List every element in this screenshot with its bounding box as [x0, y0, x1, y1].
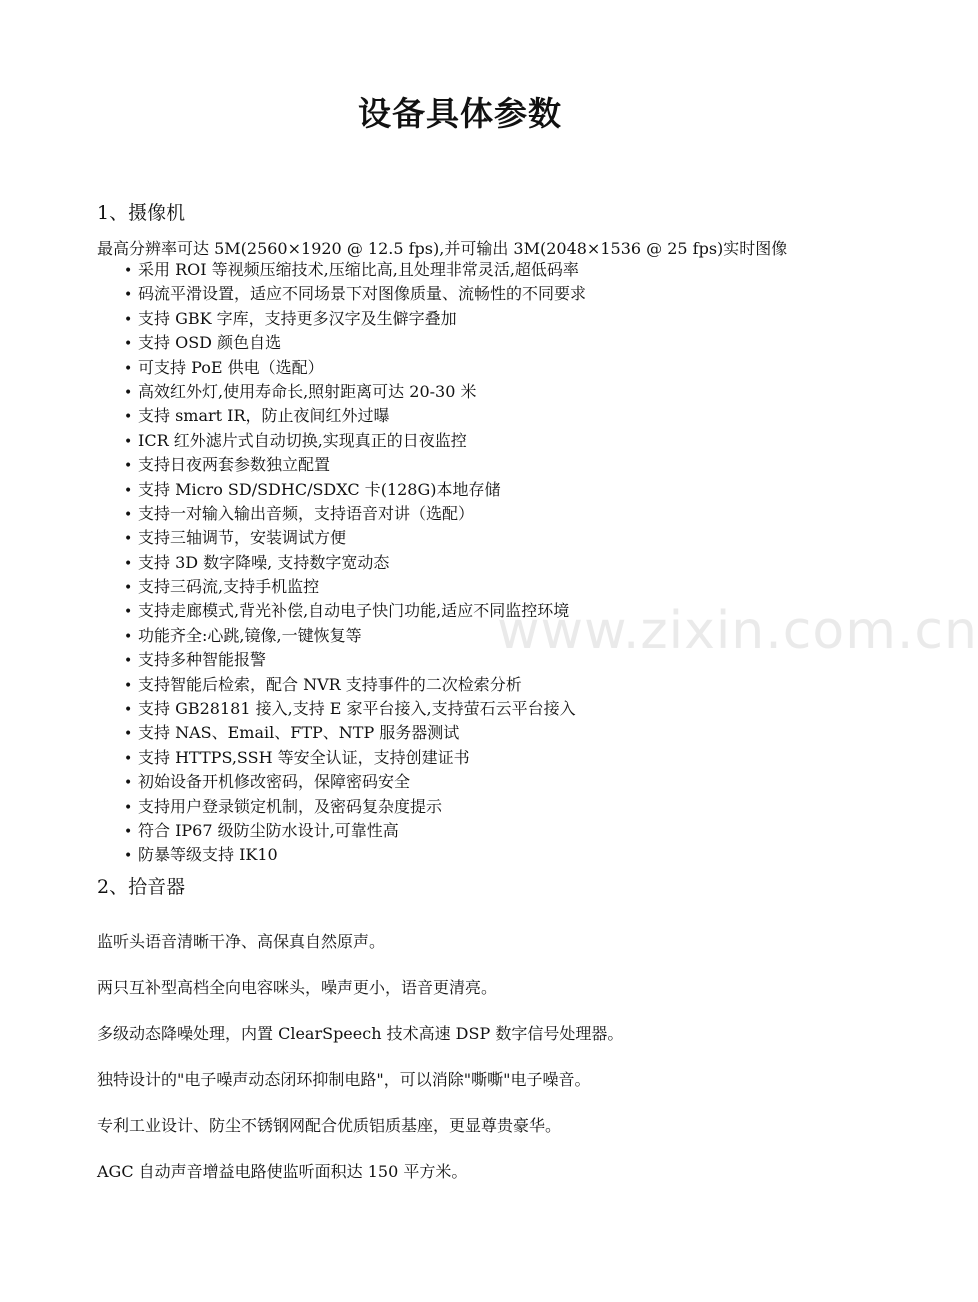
list-item-text: 支持三码流,支持手机监控	[138, 577, 320, 597]
document-title: 设备具体参数	[358, 94, 562, 133]
bullet-icon: •	[124, 604, 133, 621]
list-item	[124, 307, 586, 331]
list-item	[124, 770, 586, 794]
list-item	[124, 282, 586, 306]
list-item	[124, 478, 586, 502]
bullet-icon: •	[124, 628, 133, 645]
list-item	[124, 795, 586, 819]
list-item-text: 防暴等级支持 IK10	[138, 845, 278, 865]
list-item-text: 支持 smart IR，防止夜间红外过曝	[138, 406, 390, 426]
list-item-text: 功能齐全:心跳,镜像,一键恢复等	[138, 625, 362, 645]
list-item-text: 支持 OSD 颜色自选	[138, 333, 282, 353]
bullet-icon: •	[124, 482, 133, 499]
list-item-text: 支持智能后检索，配合 NVR 支持事件的二次检索分析	[138, 674, 522, 694]
list-item-text: 支持三轴调节，安装调试方便	[138, 528, 347, 548]
bullet-icon: •	[124, 360, 133, 377]
paragraph: 多级动态降噪处理，内置 ClearSpeech 技术高速 DSP 数字信号处理器。	[97, 1024, 624, 1043]
section-heading-microphone: 2、拾音器	[97, 876, 186, 898]
paragraph: AGC 自动声音增益电路使监听面积达 150 平方米。	[97, 1162, 468, 1181]
list-item	[124, 526, 586, 550]
list-item-text: 支持 HTTPS,SSH 等安全认证，支持创建证书	[138, 747, 470, 767]
camera-feature-list	[124, 258, 586, 868]
list-item-text: 支持 GB28181 接入,支持 E 家平台接入,支持萤石云平台接入	[138, 699, 576, 719]
bullet-icon: •	[124, 702, 133, 719]
list-item	[124, 575, 586, 599]
list-item	[124, 551, 586, 575]
bullet-icon: •	[124, 311, 133, 328]
list-item	[124, 673, 586, 697]
list-item-text: 支持日夜两套参数独立配置	[138, 455, 331, 475]
list-item-text: 支持走廊模式,背光补偿,自动电子快门功能,适应不同监控环境	[138, 601, 570, 621]
list-item	[124, 697, 586, 721]
bullet-icon: •	[124, 531, 133, 548]
bullet-icon: •	[124, 555, 133, 572]
bullet-icon: •	[124, 799, 133, 816]
list-item	[124, 404, 586, 428]
bullet-icon: •	[124, 433, 133, 450]
list-item-text: 支持一对输入输出音频，支持语音对讲（选配）	[138, 503, 475, 523]
bullet-icon: •	[124, 823, 133, 840]
paragraph: 两只互补型高档全向电容咪头，噪声更小，语音更清亮。	[97, 978, 498, 997]
list-item	[124, 502, 586, 526]
list-item	[124, 380, 586, 404]
list-item-text: 符合 IP67 级防尘防水设计,可靠性高	[138, 820, 399, 840]
bullet-icon: •	[124, 677, 133, 694]
paragraph: 监听头语音清晰干净、高保真自然原声。	[97, 932, 386, 951]
bullet-icon: •	[124, 336, 133, 353]
bullet-icon: •	[124, 848, 133, 865]
bullet-icon: •	[124, 409, 133, 426]
list-item-text: 支持多种智能报警	[138, 650, 267, 670]
list-item	[124, 453, 586, 477]
microphone-feature-paragraphs	[97, 930, 623, 1206]
list-item-text: ICR 红外滤片式自动切换,实现真正的日夜监控	[138, 430, 467, 450]
bullet-icon: •	[124, 750, 133, 767]
list-item	[124, 746, 586, 770]
bullet-icon: •	[124, 458, 133, 475]
bullet-icon: •	[124, 506, 133, 523]
list-item-text: 支持 NAS、Email、FTP、NTP 服务器测试	[138, 723, 460, 743]
list-item	[124, 429, 586, 453]
list-item-text: 码流平滑设置，适应不同场景下对图像质量、流畅性的不同要求	[138, 284, 587, 304]
list-item-text: 高效红外灯,使用寿命长,照射距离可达 20-30 米	[138, 381, 477, 401]
paragraph: 独特设计的"电子噪声动态闭环抑制电路"，可以消除"嘶嘶"电子噪音。	[97, 1070, 591, 1089]
section-heading-camera: 1、摄像机	[97, 202, 186, 224]
list-item	[124, 819, 586, 843]
list-item	[124, 843, 586, 867]
list-item	[124, 721, 586, 745]
bullet-icon: •	[124, 775, 133, 792]
list-item-text: 支持 Micro SD/SDHC/SDXC 卡(128G)本地存储	[138, 479, 501, 499]
bullet-icon: •	[124, 726, 133, 743]
bullet-icon: •	[124, 653, 133, 670]
list-item-text: 可支持 PoE 供电（选配）	[138, 357, 324, 377]
list-item	[124, 356, 586, 380]
bullet-icon: •	[124, 384, 133, 401]
list-item-text: 初始设备开机修改密码，保障密码安全	[138, 772, 411, 792]
list-item	[124, 258, 586, 282]
bullet-icon: •	[124, 287, 133, 304]
bullet-icon: •	[124, 263, 133, 279]
list-item-text: 支持 GBK 字库，支持更多汉字及生僻字叠加	[138, 308, 457, 328]
bullet-icon: •	[124, 580, 133, 597]
list-item-text: 支持用户登录锁定机制，及密码复杂度提示	[138, 796, 443, 816]
list-item-text: 采用 ROI 等视频压缩技术,压缩比高,且处理非常灵活,超低码率	[138, 260, 579, 279]
paragraph: 专利工业设计、防尘不锈钢网配合优质铝质基座，更显尊贵豪华。	[97, 1116, 562, 1135]
site-watermark: www.zixin.com.cn	[497, 601, 978, 661]
list-item	[124, 331, 586, 355]
list-item-text: 支持 3D 数字降噪, 支持数字宽动态	[138, 552, 390, 572]
camera-resolution-intro: 最高分辨率可达 5M(2560×1920 @ 12.5 fps),并可输出 3M(2048×1536 @ 25 fps)实时图像	[97, 239, 788, 258]
